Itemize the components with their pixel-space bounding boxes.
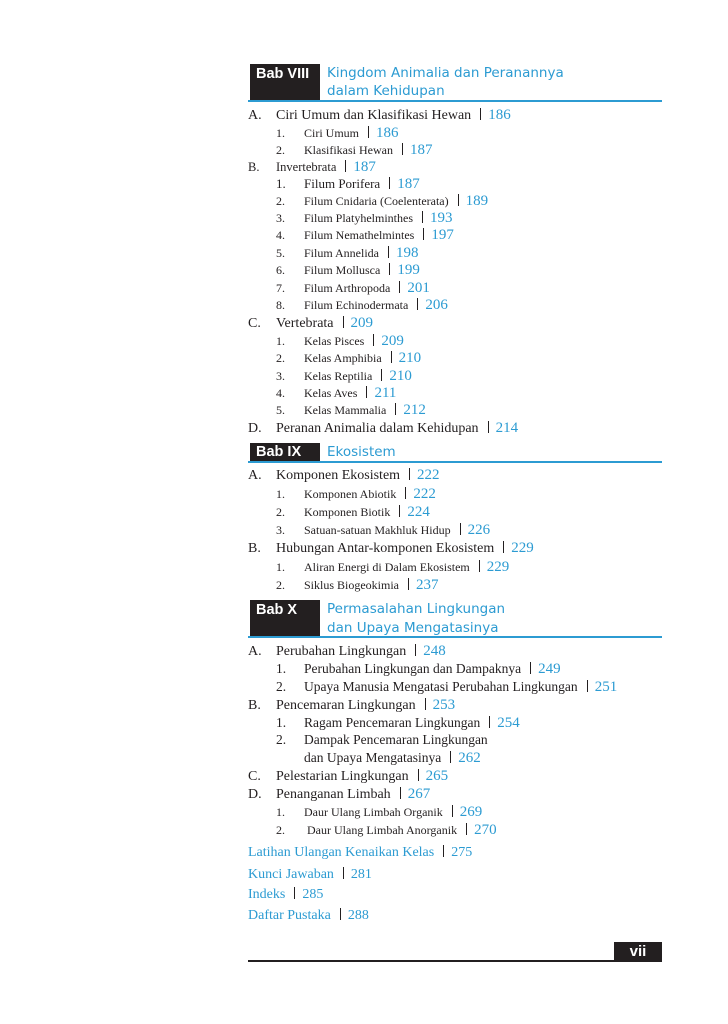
chapter-title: Permasalahan Lingkungan: [327, 601, 506, 617]
toc-entry[interactable]: B. Hubungan Antar-komponen Ekosistem 229: [248, 540, 534, 556]
toc-entry[interactable]: 1. Komponen Abiotik 222: [276, 486, 436, 502]
toc-entry[interactable]: 2. Komponen Biotik 224: [276, 504, 430, 520]
chapter-header-x: [248, 600, 662, 640]
chapter-title: Kingdom Animalia dan Peranannya: [327, 65, 564, 81]
chapter-title-line2: dalam Kehidupan: [327, 83, 445, 99]
toc-entry[interactable]: A. Komponen Ekosistem 222: [248, 467, 440, 483]
chapter-header-ix: [248, 443, 662, 463]
toc-entry[interactable]: 1. Ciri Umum 186: [276, 125, 399, 141]
toc-backmatter-entry[interactable]: Daftar Pustaka 288: [248, 908, 369, 923]
toc-entry[interactable]: 1. Ragam Pencemaran Lingkungan 254: [276, 715, 520, 731]
page-number: vii: [614, 942, 662, 962]
toc-entry[interactable]: B. Pencemaran Lingkungan 253: [248, 697, 456, 713]
toc-entry[interactable]: 1. Kelas Pisces 209: [276, 333, 404, 349]
toc-entry[interactable]: 4. Filum Nemathelmintes 197: [276, 227, 454, 243]
toc-entry[interactable]: 2. Kelas Amphibia 210: [276, 350, 422, 366]
toc-entry[interactable]: 3. Satuan-satuan Makhluk Hidup 226: [276, 522, 491, 538]
toc-entry[interactable]: 7. Filum Arthropoda 201: [276, 280, 430, 296]
toc-entry[interactable]: B. Invertebrata 187: [248, 159, 376, 175]
toc-entry[interactable]: 1. Daur Ulang Limbah Organik 269: [276, 804, 483, 820]
toc-entry[interactable]: 6. Filum Mollusca 199: [276, 262, 420, 278]
toc-entry[interactable]: 1. Filum Porifera 187: [276, 176, 420, 192]
toc-entry[interactable]: A. Ciri Umum dan Klasifikasi Hewan 186: [248, 107, 511, 123]
chapter-tag: Bab VIII: [250, 64, 320, 100]
chapter-tag: Bab X: [250, 600, 320, 636]
page-number-rule: [248, 960, 662, 962]
chapter-header-viii: [248, 64, 662, 104]
toc-entry[interactable]: C. Pelestarian Lingkungan 265: [248, 768, 449, 784]
toc-entry[interactable]: A. Perubahan Lingkungan 248: [248, 643, 446, 659]
toc-backmatter-entry[interactable]: Kunci Jawaban 281: [248, 867, 372, 882]
toc-entry[interactable]: 2. Klasifikasi Hewan 187: [276, 142, 433, 158]
toc-entry[interactable]: 2. Dampak Pencemaran Lingkungan: [276, 732, 488, 747]
toc-entry[interactable]: 1. Perubahan Lingkungan dan Dampaknya 249: [276, 661, 561, 677]
chapter-title-line2: dan Upaya Mengatasinya: [327, 620, 499, 636]
toc-entry[interactable]: 5. Filum Annelida 198: [276, 245, 419, 261]
toc-entry[interactable]: 5. Kelas Mammalia 212: [276, 402, 426, 418]
toc-entry[interactable]: D. Penanganan Limbah 267: [248, 786, 431, 802]
toc-entry[interactable]: 4. Kelas Aves 211: [276, 385, 397, 401]
toc-backmatter-entry[interactable]: Latihan Ulangan Kenaikan Kelas 275: [248, 845, 473, 860]
toc-entry[interactable]: 2. Siklus Biogeokimia 237: [276, 577, 439, 593]
toc-entry[interactable]: 2. Upaya Manusia Mengatasi Perubahan Lingkungan 251: [276, 679, 618, 695]
chapter-rule: [248, 100, 662, 102]
chapter-tag: Bab IX: [250, 443, 320, 461]
toc-entry[interactable]: 3. Kelas Reptilia 210: [276, 368, 412, 384]
toc-entry[interactable]: 2. Daur Ulang Limbah Anorganik 270: [276, 822, 497, 838]
toc-entry[interactable]: 1. Aliran Energi di Dalam Ekosistem 229: [276, 559, 510, 575]
chapter-title: Ekosistem: [327, 444, 396, 460]
toc-entry-continuation[interactable]: dan Upaya Mengatasinya 262: [304, 750, 481, 766]
chapter-rule: [248, 636, 662, 638]
toc-backmatter-entry[interactable]: Indeks 285: [248, 887, 324, 902]
toc-entry[interactable]: C. Vertebrata 209: [248, 315, 374, 331]
toc-entry[interactable]: D. Peranan Animalia dalam Kehidupan 214: [248, 420, 519, 436]
toc-entry[interactable]: 8. Filum Echinodermata 206: [276, 297, 448, 313]
toc-entry[interactable]: 2. Filum Cnidaria (Coelenterata) 189: [276, 193, 489, 209]
chapter-rule: [248, 461, 662, 463]
toc-entry[interactable]: 3. Filum Platyhelminthes 193: [276, 210, 453, 226]
